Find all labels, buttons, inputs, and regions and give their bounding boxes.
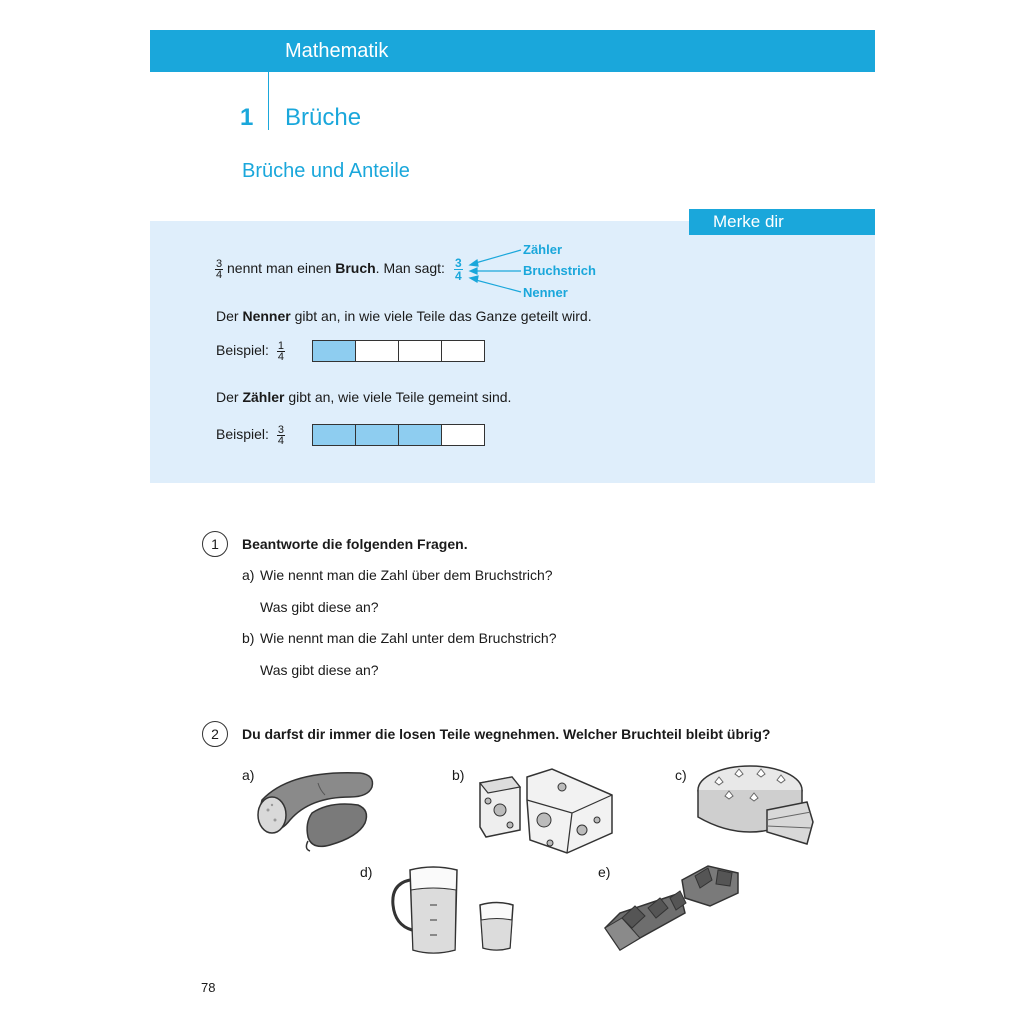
task-1b-question-1: Wie nennt man die Zahl unter dem Bruchstrich? <box>260 630 557 646</box>
task-2b-label: b) <box>452 767 465 783</box>
task-1-number: 1 <box>202 531 228 557</box>
section-title: Brüche und Anteile <box>242 160 410 182</box>
bar-cell <box>312 424 356 446</box>
fraction-arrows <box>466 244 526 298</box>
measuring-jug-icon <box>385 860 520 960</box>
bar-cell <box>441 424 485 446</box>
task-2-heading: Du darfst dir immer die losen Teile wegnehmen. Welcher Bruchteil bleibt übrig? <box>242 726 771 742</box>
task-2c-label: c) <box>675 767 687 783</box>
subject-title: Mathematik <box>285 40 389 62</box>
example-1-bar <box>313 340 485 362</box>
example-1 <box>216 341 285 362</box>
bar-cell <box>355 340 399 362</box>
big-fraction-numerator: 3 <box>455 256 462 270</box>
big-fraction <box>454 257 463 282</box>
example-2-bar <box>313 424 485 446</box>
task-2a-label: a) <box>242 767 255 783</box>
task-1a-question-2: Was gibt diese an? <box>260 599 379 615</box>
fraction-denominator: 4 <box>216 269 223 281</box>
example-2-denominator: 4 <box>277 435 284 447</box>
nenner-pre: Der <box>216 308 239 324</box>
page-number: 78 <box>201 980 216 995</box>
zaehler-bold: Zähler <box>242 389 285 405</box>
example-2-numerator: 3 <box>277 424 284 436</box>
bar-cell <box>398 340 442 362</box>
zaehler-definition <box>216 389 511 405</box>
intro-text-2: . Man sagt: <box>375 260 445 277</box>
task-2d-label: d) <box>360 864 373 880</box>
nenner-definition <box>216 308 592 324</box>
task-1b-label: b) <box>242 630 255 646</box>
task-2-number: 2 <box>202 721 228 747</box>
label-bruchstrich: Bruchstrich <box>523 263 596 278</box>
fraction-numerator: 3 <box>216 258 223 270</box>
zaehler-post: gibt an, wie viele Teile gemeint sind. <box>288 389 512 405</box>
example-1-denominator: 4 <box>277 351 284 363</box>
chapter-number: 1 <box>240 104 254 131</box>
header-bar <box>150 30 875 72</box>
task-1a-label: a) <box>242 567 255 583</box>
task-1b-question-2: Was gibt diese an? <box>260 662 379 678</box>
nenner-post: gibt an, in wie viele Teile das Ganze geteilt wird. <box>294 308 592 324</box>
nenner-bold: Nenner <box>242 308 291 324</box>
chapter-title: Brüche <box>285 104 362 131</box>
big-fraction-denominator: 4 <box>455 269 462 283</box>
bar-cell <box>441 340 485 362</box>
intro-bold-term: Bruch <box>335 260 376 277</box>
cake-icon <box>695 762 815 857</box>
chocolate-bar-icon <box>600 858 745 958</box>
example-2-label: Beispiel: <box>216 426 269 443</box>
merke-tab <box>689 209 875 235</box>
bar-cell <box>355 424 399 446</box>
bar-cell <box>398 424 442 446</box>
intro-fraction <box>215 259 223 280</box>
example-1-label: Beispiel: <box>216 342 269 359</box>
task-2e-label: e) <box>598 864 611 880</box>
label-zaehler: Zähler <box>523 242 563 257</box>
label-nenner: Nenner <box>523 285 568 300</box>
intro-line <box>215 259 445 280</box>
task-1a-question-1: Wie nennt man die Zahl über dem Bruchstrich? <box>260 567 553 583</box>
example-1-numerator: 1 <box>277 340 284 352</box>
cheese-icon <box>472 765 617 857</box>
example-2 <box>216 425 285 446</box>
zaehler-pre: Der <box>216 389 239 405</box>
intro-text: nennt man einen <box>227 260 332 277</box>
task-1-heading: Beantworte die folgenden Fragen. <box>242 536 468 552</box>
header-divider <box>268 30 269 130</box>
sausage-icon <box>250 765 380 857</box>
merke-tab-label: Merke dir <box>713 212 784 231</box>
bar-cell <box>312 340 356 362</box>
